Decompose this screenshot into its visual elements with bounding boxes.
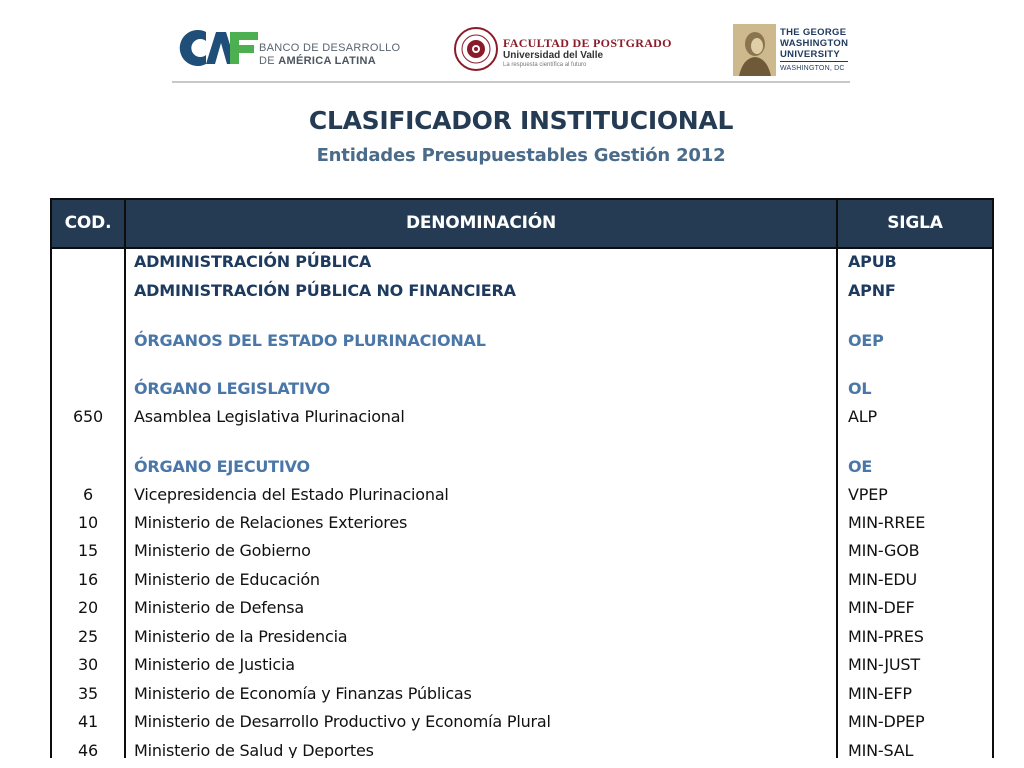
gwu-line2: WASHINGTON: [780, 38, 849, 49]
cell-denominacion: Vicepresidencia del Estado Plurinacional: [134, 485, 449, 504]
page-subtitle: Entidades Presupuestables Gestión 2012: [316, 145, 726, 166]
caf-brand-mark: [172, 28, 258, 68]
classifier-table: [50, 198, 994, 758]
cell-sigla: OE: [848, 457, 873, 476]
header-divider: [172, 81, 850, 83]
cell-denominacion: Ministerio de la Presidencia: [134, 627, 348, 646]
header-sigla: SIGLA: [887, 213, 943, 233]
table-row: [52, 598, 992, 624]
cell-denominacion: ADMINISTRACIÓN PÚBLICA NO FINANCIERA: [134, 281, 516, 300]
header-logos: [172, 22, 850, 82]
table-row: [52, 541, 992, 567]
univalle-tagline: La respuesta científica al futuro: [503, 62, 587, 68]
cell-denominacion: Ministerio de Justicia: [134, 655, 295, 674]
column-divider-cod: [124, 200, 126, 758]
gwu-text: [780, 27, 848, 74]
cell-sigla: MIN-RREE: [848, 513, 926, 532]
caf-line1: BANCO DE DESARROLLO: [259, 42, 401, 54]
table-row: [52, 684, 992, 710]
cell-denominacion: Ministerio de Salud y Deportes: [134, 741, 374, 758]
cell-sigla: MIN-EFP: [848, 684, 912, 703]
gwu-logo: [733, 24, 851, 80]
caf-line2: [259, 55, 400, 68]
gwu-line3: UNIVERSITY: [780, 49, 841, 60]
caf-line2-bold: AMÉRICA LATINA: [278, 55, 376, 67]
cell-denominacion: Ministerio de Desarrollo Productivo y Economía Plural: [134, 712, 551, 731]
cell-denominacion: ÓRGANOS DEL ESTADO PLURINACIONAL: [134, 331, 486, 350]
cell-denominacion: Ministerio de Educación: [134, 570, 320, 589]
table-row: [52, 570, 992, 596]
cell-cod: 10: [78, 513, 98, 532]
column-divider-sigla: [836, 200, 838, 758]
cell-sigla: MIN-DPEP: [848, 712, 925, 731]
cell-cod: 25: [78, 627, 98, 646]
gwu-portrait-icon: [733, 24, 776, 76]
cell-cod: 16: [78, 570, 98, 589]
cell-cod: 41: [78, 712, 98, 731]
cell-denominacion: Ministerio de Gobierno: [134, 541, 311, 560]
cell-sigla: APNF: [848, 281, 896, 300]
table-row: [52, 252, 992, 278]
table-row: [52, 407, 992, 433]
cell-denominacion: Ministerio de Relaciones Exteriores: [134, 513, 408, 532]
gwu-line1: THE GEORGE: [780, 27, 847, 38]
univalle-text: [503, 37, 672, 69]
univalle-seal-icon: [454, 27, 498, 71]
caf-text: [259, 42, 400, 68]
cell-sigla: MIN-DEF: [848, 598, 915, 617]
caf-logo: [172, 28, 402, 74]
header-cod: COD.: [64, 213, 112, 233]
table-row: [52, 627, 992, 653]
cell-sigla: MIN-SAL: [848, 741, 914, 758]
table-row: [52, 331, 992, 357]
cell-sigla: MIN-JUST: [848, 655, 920, 674]
cell-denominacion: ÓRGANO LEGISLATIVO: [134, 379, 331, 398]
table-row: [52, 281, 992, 307]
caf-line2-prefix: DE: [259, 55, 279, 67]
cell-sigla: OL: [848, 379, 872, 398]
cell-cod: 46: [78, 741, 98, 758]
header-denominacion: DENOMINACIÓN: [405, 213, 557, 233]
page-title: CLASIFICADOR INSTITUCIONAL: [308, 106, 734, 135]
cell-sigla: OEP: [848, 331, 884, 350]
cell-sigla: ALP: [848, 407, 877, 426]
table-row: [52, 741, 992, 758]
cell-cod: 30: [78, 655, 98, 674]
cell-cod: 35: [78, 684, 98, 703]
table-row: [52, 485, 992, 511]
table-body: [52, 200, 992, 758]
cell-cod: 6: [83, 485, 93, 504]
table-row: [52, 712, 992, 738]
table-row: [52, 655, 992, 681]
cell-denominacion: Ministerio de Defensa: [134, 598, 304, 617]
table-row: [52, 513, 992, 539]
cell-cod: 20: [78, 598, 98, 617]
cell-denominacion: ADMINISTRACIÓN PÚBLICA: [134, 252, 372, 271]
gwu-location: WASHINGTON, DC: [780, 61, 848, 74]
cell-cod: 650: [73, 407, 103, 426]
cell-denominacion: ÓRGANO EJECUTIVO: [134, 457, 310, 476]
cell-denominacion: Asamblea Legislativa Plurinacional: [134, 407, 405, 426]
cell-sigla: MIN-PRES: [848, 627, 924, 646]
univalle-title: FACULTAD DE POSTGRADO: [503, 36, 672, 50]
univalle-logo: [454, 27, 679, 75]
cell-sigla: APUB: [848, 252, 897, 271]
cell-cod: 15: [78, 541, 98, 560]
cell-denominacion: Ministerio de Economía y Finanzas Públicas: [134, 684, 472, 703]
table-row: [52, 379, 992, 405]
cell-sigla: MIN-EDU: [848, 570, 918, 589]
table-row: [52, 457, 992, 483]
cell-sigla: VPEP: [848, 485, 888, 504]
univalle-subtitle: Universidad del Valle: [503, 50, 604, 61]
cell-sigla: MIN-GOB: [848, 541, 920, 560]
